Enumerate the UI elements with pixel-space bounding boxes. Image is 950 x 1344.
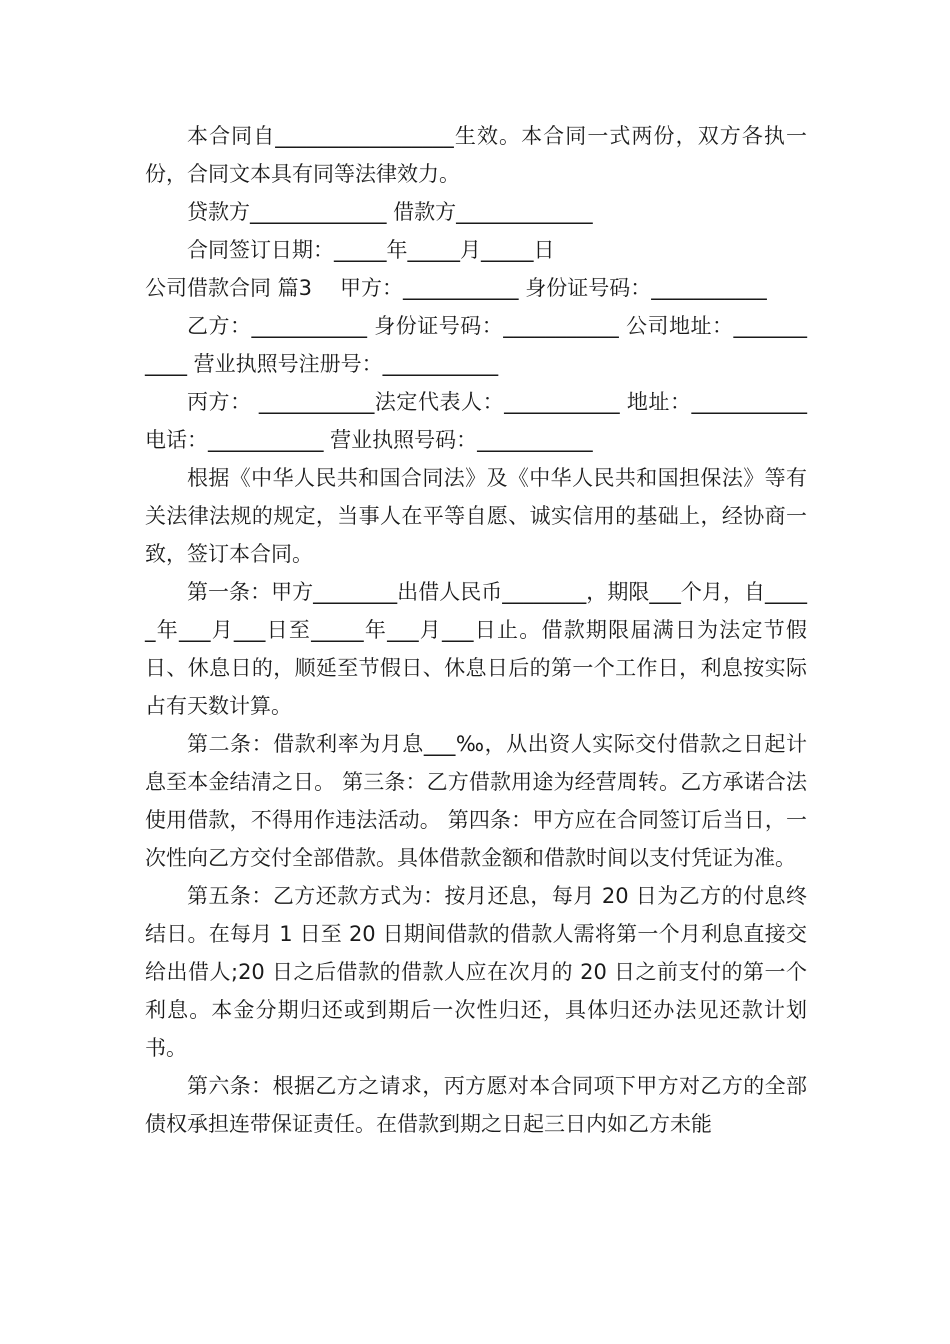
signing-date-paragraph: 合同签订日期：_____年_____月_____日 [187, 238, 555, 262]
contract3-heading-paragraph [145, 269, 807, 307]
article-6-paragraph: 第六条：根据乙方之请求，丙方愿对本合同项下甲方对乙方的全部债权承担连带保证责任。在借款到期之日起三日内如乙方未能 [145, 1074, 807, 1136]
article-5-paragraph: 第五条：乙方还款方式为：按月还息，每月 20 日为乙方的付息终结日。在每月 1 日至 20 日期间借款的借款人需将第一个月利息直接交给出借人;20 日之后借款的借款人应在次月的 20 日之前支付的第一个利息。本金分期归还或到期后一次性归还，具体归还办法见还款计划书。 [145, 884, 807, 1060]
party-c-paragraph: 丙方： ___________法定代表人：___________ 地址：___________电话：___________ 营业执照号码：___________ [145, 390, 807, 452]
preamble-paragraph: 根据《中华人民共和国合同法》及《中华人民共和国担保法》等有关法律法规的规定，当事人在平等自愿、诚实信用的基础上，经协商一致，签订本合同。 [145, 466, 807, 566]
party-a-line: 甲方：___________ 身份证号码：___________ [340, 276, 767, 300]
effect-clause-paragraph: 本合同自_________________生效。本合同一式两份，双方各执一份，合同文本具有同等法律效力。 [145, 124, 807, 186]
party-b-paragraph: 乙方：___________ 身份证号码：___________ 公司地址：___________ 营业执照号注册号：___________ [145, 314, 807, 376]
document-body [145, 117, 807, 1143]
article-1-paragraph: 第一条：甲方________出借人民币________，期限___个月，自_____年___月___日至_____年___月___日止。借款期限届满日为法定节假日、休息日的，顺延至节假日、休息日后的第一个工作日，利息按实际占有天数计算。 [145, 580, 807, 718]
signature-line-paragraph: 贷款方_____________ 借款方_____________ [187, 200, 593, 224]
contract3-title: 公司借款合同 篇3 [145, 276, 313, 300]
article-2-4-paragraph: 第二条：借款利率为月息___‰，从出资人实际交付借款之日起计息至本金结清之日。 第三条：乙方借款用途为经营周转。乙方承诺合法使用借款，不得用作违法活动。 第四条：甲方应在合同签订后当日，一次性向乙方交付全部借款。具体借款金额和借款时间以支付凭证为准。 [145, 732, 807, 870]
